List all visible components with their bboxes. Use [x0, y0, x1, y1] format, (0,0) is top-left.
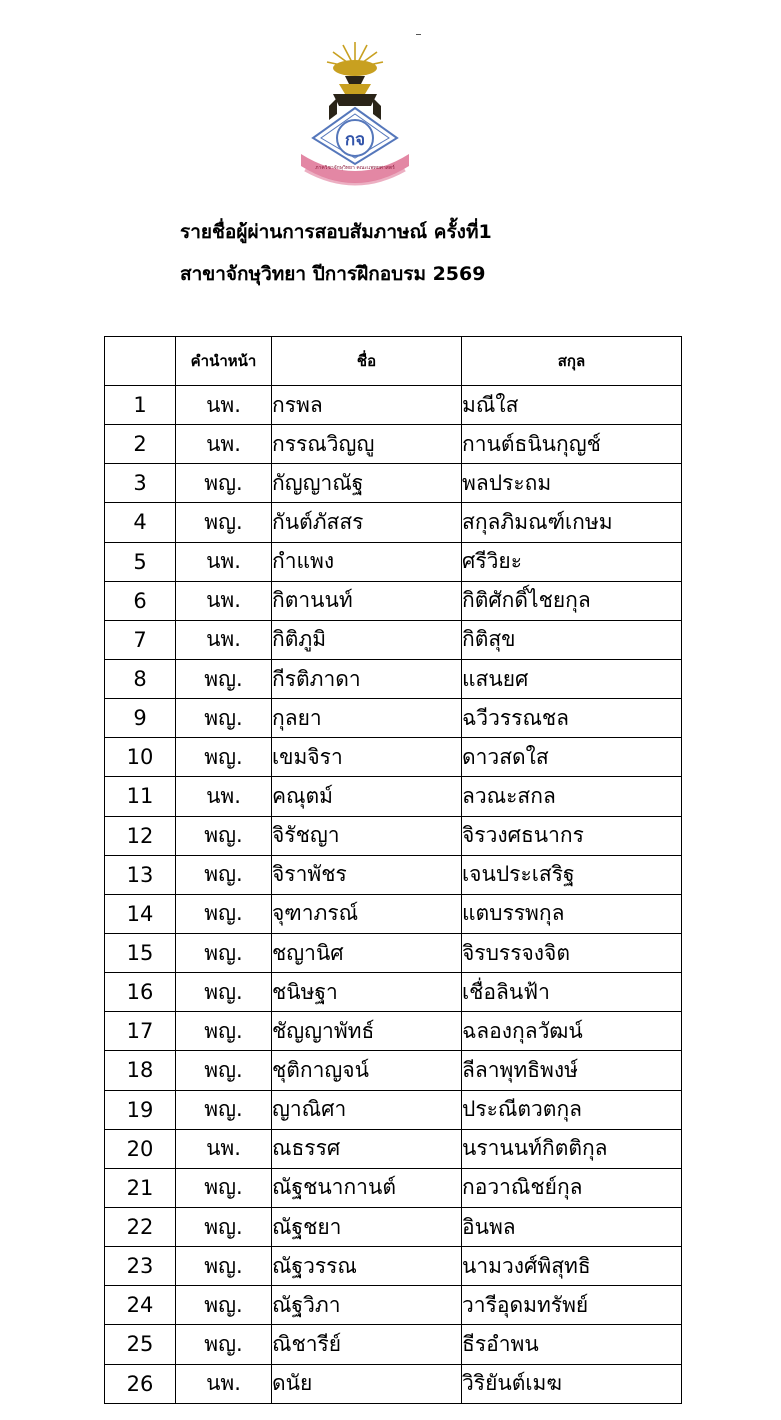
row-first-name: กันต์ภัสสร	[272, 503, 462, 542]
table-row	[105, 1247, 682, 1286]
table-row	[105, 699, 682, 738]
table-row	[105, 1051, 682, 1090]
row-surname: พลประถม	[462, 464, 682, 503]
row-first-name: ญาณิศา	[272, 1090, 462, 1129]
table-row	[105, 425, 682, 464]
row-first-name: เขมจิรา	[272, 738, 462, 777]
document-title: รายชื่อผู้ผ่านการสอบสัมภาษณ์ ครั้งที่1	[180, 221, 492, 243]
row-first-name: กุลยา	[272, 699, 462, 738]
row-first-name: กิตานนท์	[272, 581, 462, 620]
row-first-name: ชนิษฐา	[272, 973, 462, 1012]
row-number: 23	[105, 1247, 176, 1286]
row-prefix: พญ.	[176, 699, 272, 738]
table-row	[105, 973, 682, 1012]
row-number: 24	[105, 1286, 176, 1325]
row-surname: กิติศักดิ์ไชยกุล	[462, 581, 682, 620]
row-first-name: ณัฐวิภา	[272, 1286, 462, 1325]
row-first-name: ณัฐชนากานต์	[272, 1168, 462, 1207]
row-prefix: นพ.	[176, 1129, 272, 1168]
seal-monogram: กจ	[344, 130, 366, 150]
table-row	[105, 503, 682, 542]
row-prefix: นพ.	[176, 1364, 272, 1403]
row-number: 21	[105, 1168, 176, 1207]
row-prefix: นพ.	[176, 777, 272, 816]
row-number: 22	[105, 1207, 176, 1246]
row-prefix: พญ.	[176, 659, 272, 698]
row-surname: นามวงศ์พิสุทธิ	[462, 1247, 682, 1286]
row-surname: ดาวสดใส	[462, 738, 682, 777]
row-surname: จิรวงศธนากร	[462, 816, 682, 855]
row-prefix: พญ.	[176, 894, 272, 933]
row-number: 1	[105, 386, 176, 425]
row-first-name: ณิชารีย์	[272, 1325, 462, 1364]
row-number: 8	[105, 659, 176, 698]
row-first-name: ชญานิศ	[272, 933, 462, 972]
row-first-name: กัญญาณัฐ	[272, 464, 462, 503]
table-row	[105, 894, 682, 933]
col-header-name: ชื่อ	[272, 337, 462, 386]
col-header-number	[105, 337, 176, 386]
row-surname: กานต์ธนินกุญช์	[462, 425, 682, 464]
row-surname: เชื่อลินฟ้า	[462, 973, 682, 1012]
row-number: 3	[105, 464, 176, 503]
row-surname: จิรบรรจงจิต	[462, 933, 682, 972]
row-first-name: กำแพง	[272, 542, 462, 581]
row-surname: นรานนท์กิตติกุล	[462, 1129, 682, 1168]
row-prefix: พญ.	[176, 1012, 272, 1051]
candidate-table	[104, 336, 682, 1404]
row-number: 5	[105, 542, 176, 581]
row-first-name: ณัฐชยา	[272, 1207, 462, 1246]
seal-ribbon-text: ภาควิชาจักษุวิทยา คณะแพทยศาสตร์	[315, 165, 395, 171]
table-row	[105, 1012, 682, 1051]
row-number: 2	[105, 425, 176, 464]
row-first-name: จุฑาภรณ์	[272, 894, 462, 933]
row-prefix: พญ.	[176, 973, 272, 1012]
col-header-prefix: คำนำหน้า	[176, 337, 272, 386]
scan-mark	[416, 34, 421, 35]
row-prefix: พญ.	[176, 816, 272, 855]
row-number: 18	[105, 1051, 176, 1090]
document-subtitle: สาขาจักษุวิทยา ปีการฝึกอบรม 2569	[180, 263, 486, 285]
row-prefix: พญ.	[176, 933, 272, 972]
row-first-name: กีรติภาดา	[272, 659, 462, 698]
table-row	[105, 464, 682, 503]
row-prefix: นพ.	[176, 620, 272, 659]
table-row	[105, 620, 682, 659]
row-first-name: ณธรรศ	[272, 1129, 462, 1168]
row-prefix: พญ.	[176, 1286, 272, 1325]
row-number: 6	[105, 581, 176, 620]
row-prefix: พญ.	[176, 1325, 272, 1364]
row-number: 11	[105, 777, 176, 816]
table-body	[105, 386, 682, 1404]
row-first-name: ณัฐวรรณ	[272, 1247, 462, 1286]
table-row	[105, 1207, 682, 1246]
row-surname: กิติสุข	[462, 620, 682, 659]
row-prefix: นพ.	[176, 425, 272, 464]
institution-seal-logo	[293, 38, 417, 188]
row-prefix: พญ.	[176, 503, 272, 542]
row-first-name: กรรณวิญญู	[272, 425, 462, 464]
row-first-name: ชัญญาพัทธ์	[272, 1012, 462, 1051]
row-prefix: พญ.	[176, 1168, 272, 1207]
row-number: 17	[105, 1012, 176, 1051]
row-surname: อินพล	[462, 1207, 682, 1246]
table-row	[105, 1286, 682, 1325]
table-row	[105, 1129, 682, 1168]
row-surname: วารีอุดมทรัพย์	[462, 1286, 682, 1325]
table-row	[105, 659, 682, 698]
table-row	[105, 1325, 682, 1364]
row-prefix: พญ.	[176, 1207, 272, 1246]
row-prefix: นพ.	[176, 542, 272, 581]
row-number: 13	[105, 855, 176, 894]
row-number: 20	[105, 1129, 176, 1168]
row-surname: วิริยันต์เมฆ	[462, 1364, 682, 1403]
table-row	[105, 855, 682, 894]
row-surname: ลีลาพุทธิพงษ์	[462, 1051, 682, 1090]
row-surname: ฉลองกุลวัฒน์	[462, 1012, 682, 1051]
row-first-name: จิรัชญา	[272, 816, 462, 855]
row-prefix: นพ.	[176, 581, 272, 620]
row-surname: แสนยศ	[462, 659, 682, 698]
row-surname: แตบรรพกุล	[462, 894, 682, 933]
row-prefix: พญ.	[176, 1090, 272, 1129]
row-prefix: พญ.	[176, 1051, 272, 1090]
row-number: 19	[105, 1090, 176, 1129]
row-number: 7	[105, 620, 176, 659]
row-surname: สกุลภิมณฑ์เกษม	[462, 503, 682, 542]
row-prefix: พญ.	[176, 855, 272, 894]
table-row	[105, 777, 682, 816]
table-row	[105, 1090, 682, 1129]
row-surname: ธีรอำพน	[462, 1325, 682, 1364]
col-header-surname: สกุล	[462, 337, 682, 386]
row-prefix: พญ.	[176, 738, 272, 777]
row-number: 10	[105, 738, 176, 777]
table-row	[105, 738, 682, 777]
row-number: 16	[105, 973, 176, 1012]
row-prefix: พญ.	[176, 464, 272, 503]
row-surname: มณีใส	[462, 386, 682, 425]
table-row	[105, 581, 682, 620]
row-number: 12	[105, 816, 176, 855]
row-first-name: ชุติกาญจน์	[272, 1051, 462, 1090]
row-number: 14	[105, 894, 176, 933]
row-surname: ฉวีวรรณชล	[462, 699, 682, 738]
row-first-name: คณุตม์	[272, 777, 462, 816]
row-surname: ลวณะสกล	[462, 777, 682, 816]
row-prefix: นพ.	[176, 386, 272, 425]
row-first-name: ดนัย	[272, 1364, 462, 1403]
row-number: 25	[105, 1325, 176, 1364]
row-surname: ประณีตวตกุล	[462, 1090, 682, 1129]
row-number: 9	[105, 699, 176, 738]
row-surname: ศรีวิยะ	[462, 542, 682, 581]
row-number: 26	[105, 1364, 176, 1403]
row-prefix: พญ.	[176, 1247, 272, 1286]
table-row	[105, 816, 682, 855]
table-row	[105, 542, 682, 581]
table-row	[105, 1168, 682, 1207]
row-number: 4	[105, 503, 176, 542]
row-first-name: จิราพัชร	[272, 855, 462, 894]
table-row	[105, 386, 682, 425]
row-surname: เจนประเสริฐ	[462, 855, 682, 894]
table-row	[105, 933, 682, 972]
table-row	[105, 1364, 682, 1403]
row-first-name: กรพล	[272, 386, 462, 425]
table-header-row	[105, 337, 682, 386]
row-number: 15	[105, 933, 176, 972]
row-surname: กอวาณิชย์กุล	[462, 1168, 682, 1207]
row-first-name: กิติภูมิ	[272, 620, 462, 659]
